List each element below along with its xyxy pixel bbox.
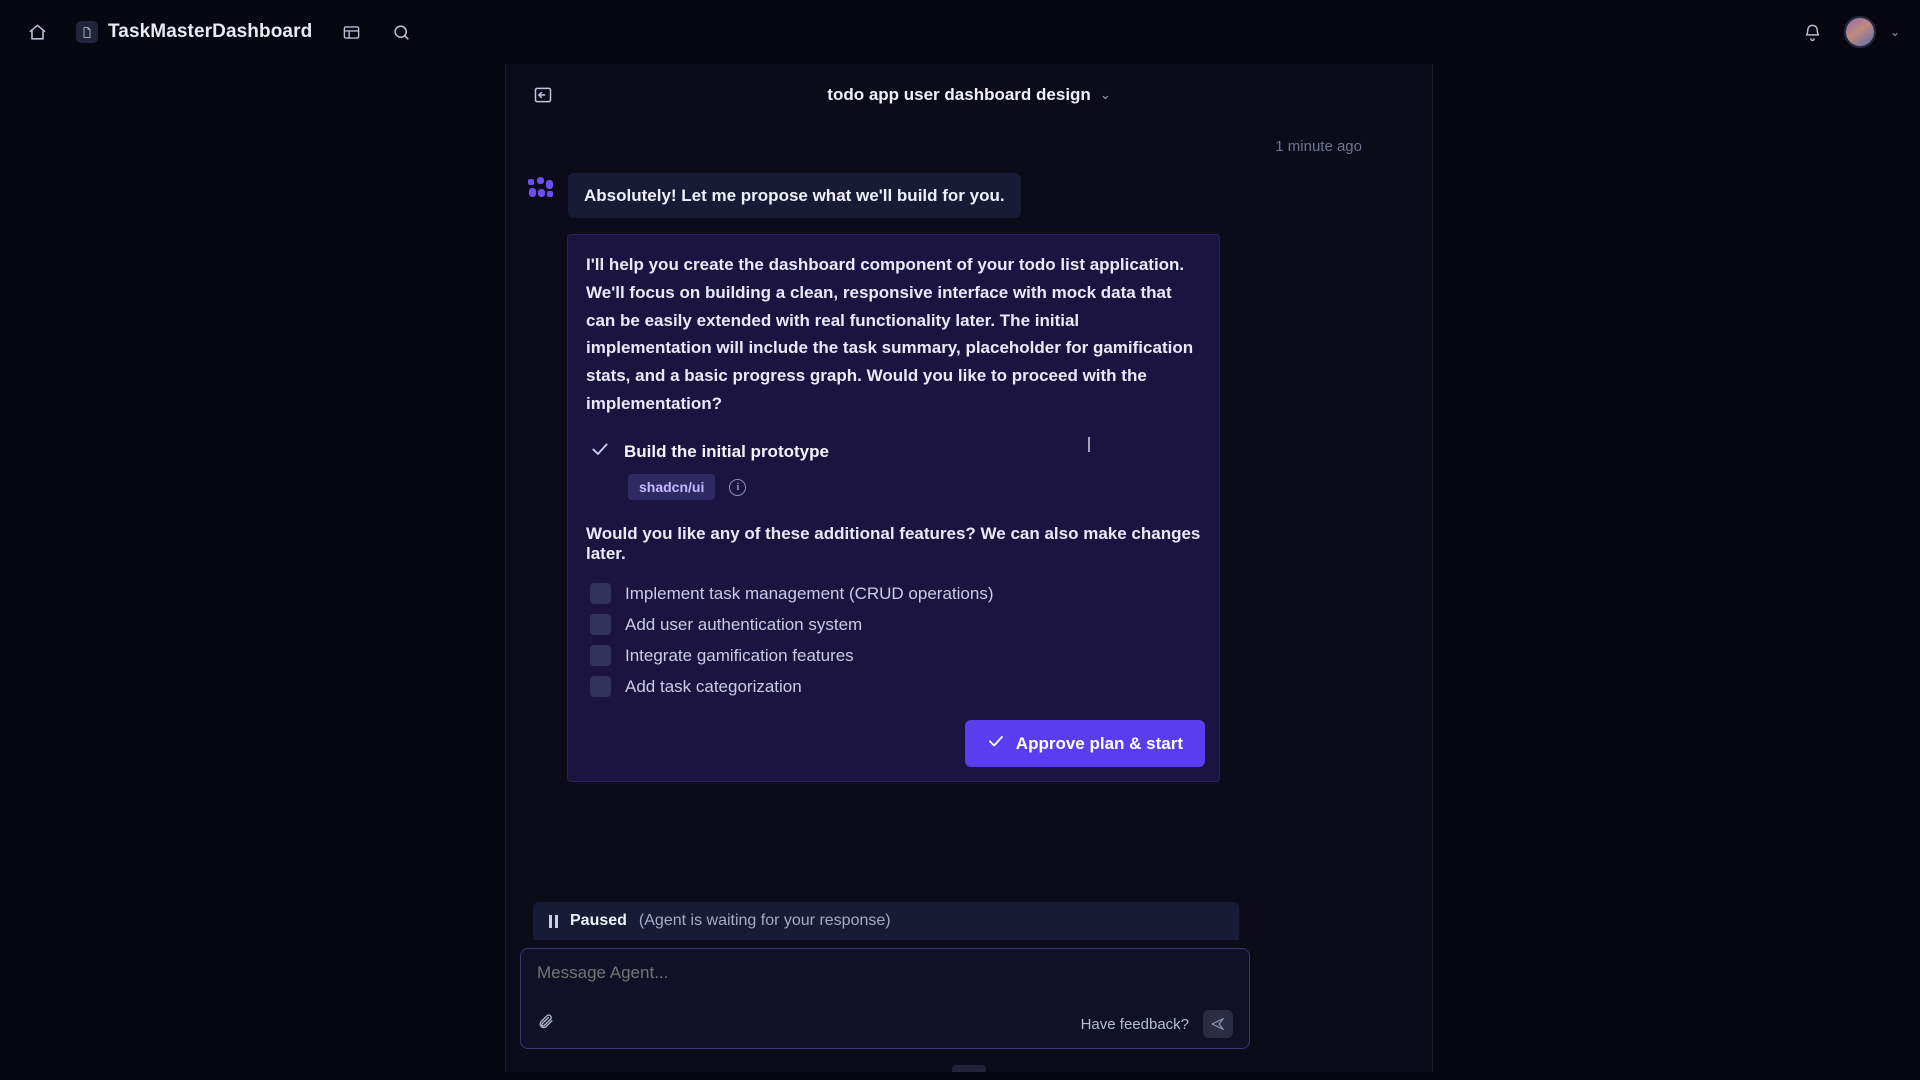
home-icon[interactable] [20,15,54,49]
send-icon[interactable] [1203,1010,1233,1038]
agent-intro-message: Absolutely! Let me propose what we'll build for you. [568,173,1021,218]
chat-panel [505,64,1433,1072]
chevron-down-icon[interactable]: ⌄ [1099,87,1111,102]
plan-task-row [582,439,1205,464]
text-cursor [1088,437,1090,452]
checkbox-icon[interactable] [590,614,611,635]
approve-plan-button[interactable] [965,720,1205,767]
list-item[interactable] [590,609,1205,640]
message-composer[interactable] [520,948,1250,1049]
avatar[interactable] [1844,16,1876,48]
check-icon [987,732,1005,755]
status-detail: (Agent is waiting for your response) [638,912,891,929]
feedback-link[interactable]: Have feedback? [1080,1015,1189,1033]
option-label: Add user authentication system [625,614,863,634]
agent-logo-icon [528,177,554,203]
list-item[interactable] [590,578,1205,609]
library-tag[interactable]: shadcn/ui [628,474,715,500]
top-bar-right-group [1796,15,1900,49]
search-icon[interactable] [384,15,418,49]
option-label: Integrate gamification features [625,645,854,665]
panel-resize-handle[interactable] [952,1065,986,1072]
agent-message-row [528,173,1377,218]
chevron-down-icon[interactable]: ⌄ [1889,25,1900,39]
additional-features-question: Would you like any of these additional features? We can also make changes later. [586,524,1201,564]
additional-features-list [582,578,1205,702]
approve-button-row [582,720,1205,767]
checkbox-icon[interactable] [590,676,611,697]
panels-icon[interactable] [334,15,368,49]
info-icon[interactable]: i [729,479,746,496]
top-bar [0,0,1920,64]
thread-title: todo app user dashboard design [827,85,1091,104]
paperclip-icon[interactable] [537,1013,554,1035]
status-label: Paused [570,912,627,929]
list-item[interactable] [590,640,1205,671]
composer-toolbar [537,1010,1233,1038]
message-timestamp: 1 minute ago [1275,138,1362,155]
plan-tag-row [582,474,1205,500]
composer-right-group [1081,1010,1233,1038]
project-chip[interactable] [70,17,318,47]
plan-task-label: Build the initial prototype [624,441,829,461]
thread-title-group[interactable] [506,85,1432,105]
check-icon [590,439,610,464]
plan-card [567,234,1220,782]
pause-icon [549,915,558,928]
file-icon [76,21,98,43]
top-bar-left-group [20,15,418,49]
project-name: TaskMasterDashboard [108,21,313,42]
approve-plan-label: Approve plan & start [1015,733,1183,753]
checkbox-icon[interactable] [590,583,611,604]
checkbox-icon[interactable] [590,645,611,666]
plan-description: I'll help you create the dashboard component of your todo list application. We'll focus on building a clean, responsive interface with mock data that can be easily extended with real functionality later. The initial implementation will include the task summary, placeholder for gamification stats, and a basic progress graph. Would you like to proceed with the implementation? [586,255,1194,413]
option-label: Implement task management (CRUD operations) [625,583,994,603]
bell-icon[interactable] [1796,15,1830,49]
conversation [506,155,1432,782]
panel-header [506,64,1432,126]
list-item[interactable] [590,671,1205,702]
message-input[interactable] [537,963,1233,983]
status-badge [533,902,1239,940]
option-label: Add task categorization [625,676,802,696]
